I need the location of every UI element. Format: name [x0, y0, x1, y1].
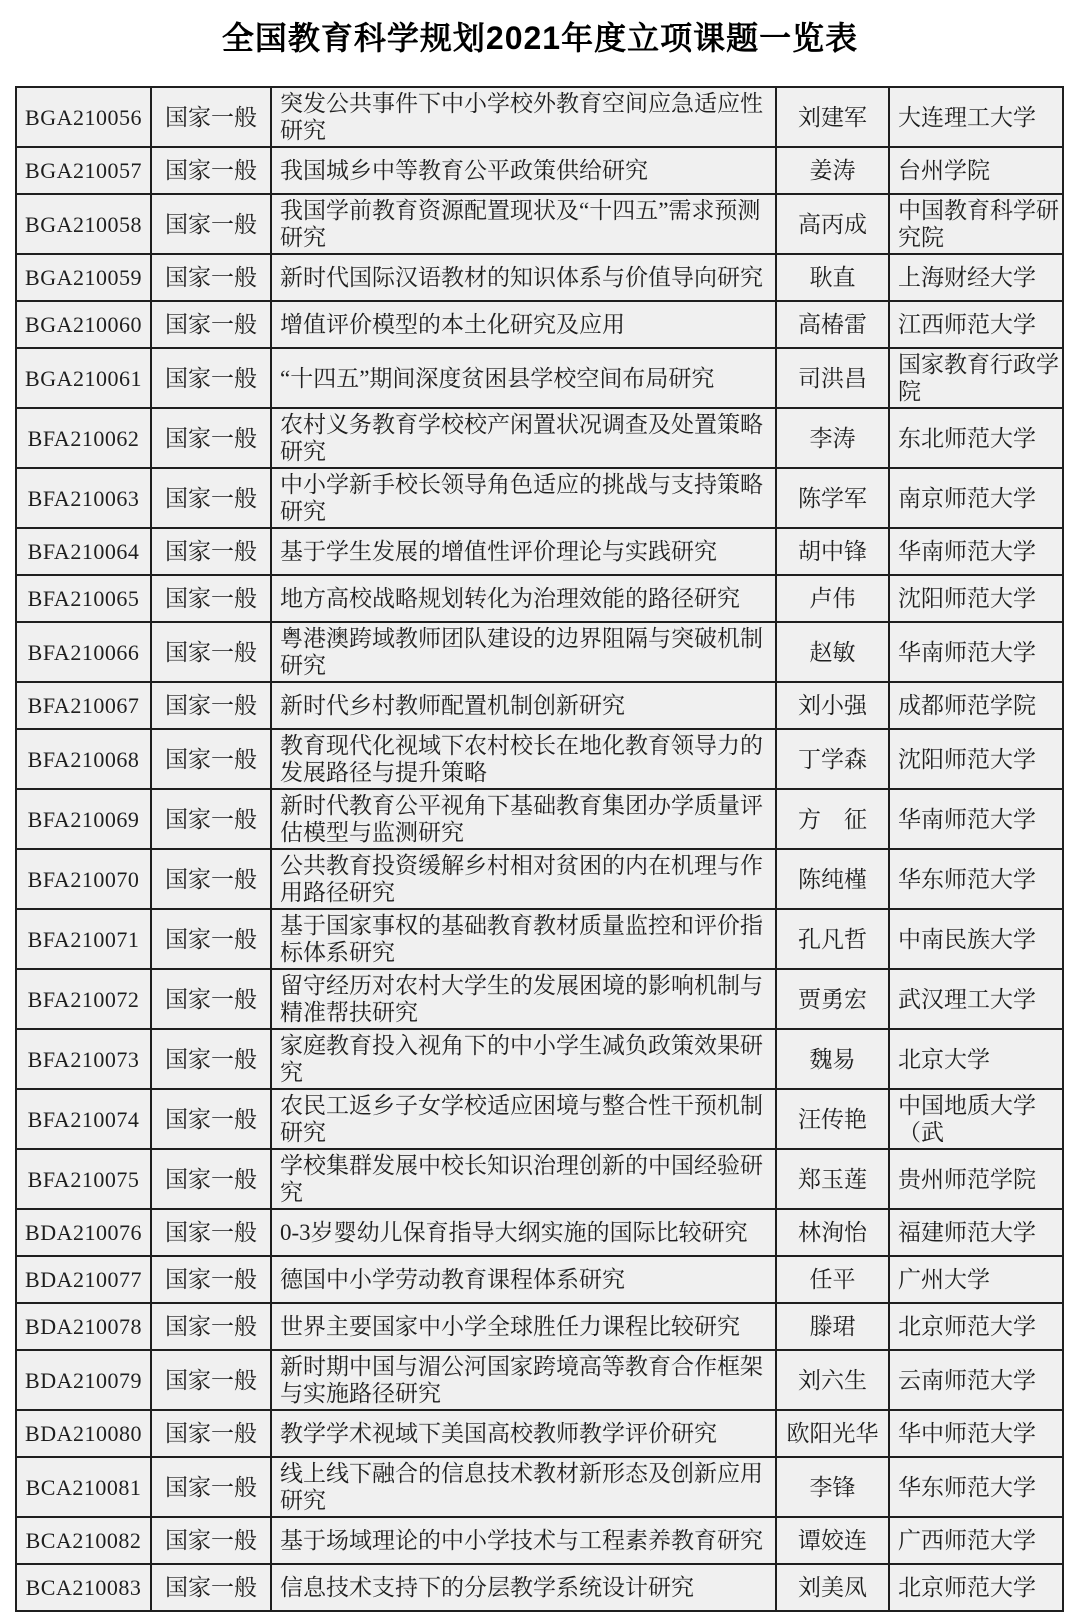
project-id-cell: BGA210061 [16, 348, 151, 408]
leader-cell: 汪传艳 [776, 1089, 889, 1149]
category-cell: 国家一般 [151, 969, 271, 1029]
leader-cell: 方 征 [776, 789, 889, 849]
table-row [16, 1457, 1063, 1517]
table-row [16, 909, 1063, 969]
leader-cell: 陈学军 [776, 468, 889, 528]
project-id-cell: BGA210058 [16, 194, 151, 254]
table-row [16, 348, 1063, 408]
table-row [16, 1350, 1063, 1410]
leader-cell: 刘小强 [776, 682, 889, 729]
institution-cell: 沈阳师范大学 [889, 575, 1063, 622]
project-title-cell: 农村义务教育学校校产闲置状况调查及处置策略研究 [271, 408, 776, 468]
project-id-cell: BCA210082 [16, 1517, 151, 1564]
category-cell: 国家一般 [151, 254, 271, 301]
institution-cell: 成都师范学院 [889, 682, 1063, 729]
leader-cell: 刘六生 [776, 1350, 889, 1410]
page-title: 全国教育科学规划2021年度立项课题一览表 [221, 20, 859, 56]
leader-cell: 谭姣连 [776, 1517, 889, 1564]
category-cell: 国家一般 [151, 575, 271, 622]
project-id-cell: BCA210081 [16, 1457, 151, 1517]
leader-cell: 高丙成 [776, 194, 889, 254]
project-title-cell: 教学学术视域下美国高校教师教学评价研究 [271, 1410, 776, 1457]
institution-cell: 中国地质大学（武 [889, 1089, 1063, 1149]
institution-cell: 北京师范大学 [889, 1564, 1063, 1611]
project-title-cell: 新时代国际汉语教材的知识体系与价值导向研究 [271, 254, 776, 301]
leader-cell: 郑玉莲 [776, 1149, 889, 1209]
table-row [16, 1149, 1063, 1209]
project-id-cell: BFA210072 [16, 969, 151, 1029]
project-id-cell: BFA210068 [16, 729, 151, 789]
institution-cell: 华南师范大学 [889, 528, 1063, 575]
leader-cell: 任平 [776, 1256, 889, 1303]
project-id-cell: BFA210069 [16, 789, 151, 849]
institution-cell: 大连理工大学 [889, 87, 1063, 147]
project-id-cell: BFA210073 [16, 1029, 151, 1089]
project-title-cell: “十四五”期间深度贫困县学校空间布局研究 [271, 348, 776, 408]
project-title-cell: 地方高校战略规划转化为治理效能的路径研究 [271, 575, 776, 622]
project-id-cell: BFA210070 [16, 849, 151, 909]
project-title-cell: 家庭教育投入视角下的中小学生减负政策效果研究 [271, 1029, 776, 1089]
leader-cell: 李涛 [776, 408, 889, 468]
leader-cell: 林洵怡 [776, 1209, 889, 1256]
table-row [16, 575, 1063, 622]
project-id-cell: BCA210083 [16, 1564, 151, 1611]
project-title-cell: 基于国家事权的基础教育教材质量监控和评价指标体系研究 [271, 909, 776, 969]
project-id-cell: BFA210066 [16, 622, 151, 682]
project-title-cell: 教育现代化视域下农村校长在地化教育领导力的发展路径与提升策略 [271, 729, 776, 789]
institution-cell: 台州学院 [889, 147, 1063, 194]
category-cell: 国家一般 [151, 1209, 271, 1256]
project-title-cell: 农民工返乡子女学校适应困境与整合性干预机制研究 [271, 1089, 776, 1149]
leader-cell: 陈纯槿 [776, 849, 889, 909]
table-row [16, 408, 1063, 468]
institution-cell: 华南师范大学 [889, 622, 1063, 682]
leader-cell: 丁学森 [776, 729, 889, 789]
leader-cell: 刘美凤 [776, 1564, 889, 1611]
table-row [16, 301, 1063, 348]
project-id-cell: BGA210060 [16, 301, 151, 348]
institution-cell: 东北师范大学 [889, 408, 1063, 468]
category-cell: 国家一般 [151, 1303, 271, 1350]
leader-cell: 孔凡哲 [776, 909, 889, 969]
project-id-cell: BDA210079 [16, 1350, 151, 1410]
institution-cell: 北京大学 [889, 1029, 1063, 1089]
project-title-cell: 我国城乡中等教育公平政策供给研究 [271, 147, 776, 194]
institution-cell: 南京师范大学 [889, 468, 1063, 528]
category-cell: 国家一般 [151, 789, 271, 849]
institution-cell: 华南师范大学 [889, 789, 1063, 849]
table-row [16, 528, 1063, 575]
leader-cell: 姜涛 [776, 147, 889, 194]
projects-table-body [16, 87, 1063, 1611]
project-id-cell: BDA210076 [16, 1209, 151, 1256]
project-title-cell: 新时代乡村教师配置机制创新研究 [271, 682, 776, 729]
category-cell: 国家一般 [151, 1350, 271, 1410]
project-id-cell: BDA210080 [16, 1410, 151, 1457]
project-id-cell: BFA210071 [16, 909, 151, 969]
leader-cell: 滕珺 [776, 1303, 889, 1350]
institution-cell: 北京师范大学 [889, 1303, 1063, 1350]
table-row [16, 1564, 1063, 1611]
table-row [16, 468, 1063, 528]
category-cell: 国家一般 [151, 849, 271, 909]
institution-cell: 华东师范大学 [889, 1457, 1063, 1517]
table-row [16, 729, 1063, 789]
project-title-cell: 线上线下融合的信息技术教材新形态及创新应用研究 [271, 1457, 776, 1517]
institution-cell: 沈阳师范大学 [889, 729, 1063, 789]
table-row [16, 1089, 1063, 1149]
project-title-cell: 粤港澳跨域教师团队建设的边界阻隔与突破机制研究 [271, 622, 776, 682]
project-id-cell: BFA210063 [16, 468, 151, 528]
leader-cell: 李锋 [776, 1457, 889, 1517]
project-title-cell: 新时期中国与湄公河国家跨境高等教育合作框架与实施路径研究 [271, 1350, 776, 1410]
leader-cell: 耿直 [776, 254, 889, 301]
institution-cell: 中国教育科学研究院 [889, 194, 1063, 254]
category-cell: 国家一般 [151, 528, 271, 575]
category-cell: 国家一般 [151, 87, 271, 147]
category-cell: 国家一般 [151, 301, 271, 348]
table-row [16, 1410, 1063, 1457]
table-row [16, 682, 1063, 729]
institution-cell: 云南师范大学 [889, 1350, 1063, 1410]
institution-cell: 广州大学 [889, 1256, 1063, 1303]
table-row [16, 87, 1063, 147]
category-cell: 国家一般 [151, 682, 271, 729]
leader-cell: 高椿雷 [776, 301, 889, 348]
category-cell: 国家一般 [151, 147, 271, 194]
project-title-cell: 我国学前教育资源配置现状及“十四五”需求预测研究 [271, 194, 776, 254]
leader-cell: 贾勇宏 [776, 969, 889, 1029]
project-title-cell: 学校集群发展中校长知识治理创新的中国经验研究 [271, 1149, 776, 1209]
project-title-cell: 公共教育投资缓解乡村相对贫困的内在机理与作用路径研究 [271, 849, 776, 909]
institution-cell: 国家教育行政学院 [889, 348, 1063, 408]
category-cell: 国家一般 [151, 1029, 271, 1089]
project-title-cell: 突发公共事件下中小学校外教育空间应急适应性研究 [271, 87, 776, 147]
category-cell: 国家一般 [151, 622, 271, 682]
category-cell: 国家一般 [151, 909, 271, 969]
project-id-cell: BGA210059 [16, 254, 151, 301]
category-cell: 国家一般 [151, 1410, 271, 1457]
table-row [16, 1517, 1063, 1564]
project-id-cell: BFA210064 [16, 528, 151, 575]
project-id-cell: BFA210075 [16, 1149, 151, 1209]
category-cell: 国家一般 [151, 194, 271, 254]
institution-cell: 华中师范大学 [889, 1410, 1063, 1457]
institution-cell: 华东师范大学 [889, 849, 1063, 909]
leader-cell: 欧阳光华 [776, 1410, 889, 1457]
institution-cell: 上海财经大学 [889, 254, 1063, 301]
project-title-cell: 增值评价模型的本土化研究及应用 [271, 301, 776, 348]
leader-cell: 赵敏 [776, 622, 889, 682]
project-id-cell: BDA210078 [16, 1303, 151, 1350]
table-row [16, 969, 1063, 1029]
table-row [16, 1029, 1063, 1089]
category-cell: 国家一般 [151, 1457, 271, 1517]
project-id-cell: BGA210057 [16, 147, 151, 194]
leader-cell: 魏易 [776, 1029, 889, 1089]
project-title-cell: 基于场域理论的中小学技术与工程素养教育研究 [271, 1517, 776, 1564]
table-row [16, 1209, 1063, 1256]
category-cell: 国家一般 [151, 348, 271, 408]
projects-table [15, 86, 1064, 1612]
institution-cell: 武汉理工大学 [889, 969, 1063, 1029]
table-row [16, 622, 1063, 682]
project-title-cell: 信息技术支持下的分层教学系统设计研究 [271, 1564, 776, 1611]
category-cell: 国家一般 [151, 1149, 271, 1209]
institution-cell: 江西师范大学 [889, 301, 1063, 348]
leader-cell: 司洪昌 [776, 348, 889, 408]
project-title-cell: 世界主要国家中小学全球胜任力课程比较研究 [271, 1303, 776, 1350]
project-title-cell: 新时代教育公平视角下基础教育集团办学质量评估模型与监测研究 [271, 789, 776, 849]
institution-cell: 贵州师范学院 [889, 1149, 1063, 1209]
project-title-cell: 德国中小学劳动教育课程体系研究 [271, 1256, 776, 1303]
project-title-cell: 0-3岁婴幼儿保育指导大纲实施的国际比较研究 [271, 1209, 776, 1256]
project-id-cell: BFA210062 [16, 408, 151, 468]
project-title-cell: 留守经历对农村大学生的发展困境的影响机制与精准帮扶研究 [271, 969, 776, 1029]
leader-cell: 刘建军 [776, 87, 889, 147]
project-id-cell: BGA210056 [16, 87, 151, 147]
project-title-cell: 中小学新手校长领导角色适应的挑战与支持策略研究 [271, 468, 776, 528]
project-id-cell: BFA210065 [16, 575, 151, 622]
table-row [16, 1256, 1063, 1303]
institution-cell: 广西师范大学 [889, 1517, 1063, 1564]
category-cell: 国家一般 [151, 1517, 271, 1564]
project-id-cell: BFA210067 [16, 682, 151, 729]
table-row [16, 849, 1063, 909]
category-cell: 国家一般 [151, 1089, 271, 1149]
category-cell: 国家一般 [151, 1564, 271, 1611]
institution-cell: 福建师范大学 [889, 1209, 1063, 1256]
table-row [16, 254, 1063, 301]
table-row [16, 789, 1063, 849]
category-cell: 国家一般 [151, 729, 271, 789]
institution-cell: 中南民族大学 [889, 909, 1063, 969]
table-row [16, 147, 1063, 194]
table-row [16, 1303, 1063, 1350]
category-cell: 国家一般 [151, 1256, 271, 1303]
leader-cell: 胡中锋 [776, 528, 889, 575]
project-id-cell: BDA210077 [16, 1256, 151, 1303]
category-cell: 国家一般 [151, 408, 271, 468]
category-cell: 国家一般 [151, 468, 271, 528]
project-id-cell: BFA210074 [16, 1089, 151, 1149]
leader-cell: 卢伟 [776, 575, 889, 622]
project-title-cell: 基于学生发展的增值性评价理论与实践研究 [271, 528, 776, 575]
table-row [16, 194, 1063, 254]
